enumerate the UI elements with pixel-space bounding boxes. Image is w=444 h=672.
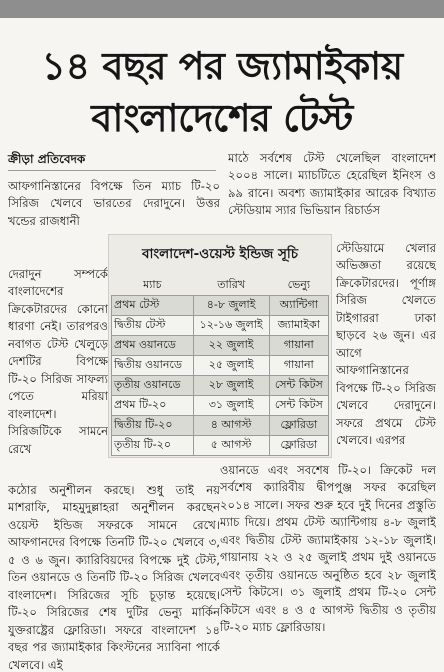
cell-match: তৃতীয় টি-২০ bbox=[112, 436, 194, 456]
cell-match: দ্বিতীয় ওয়ানডে bbox=[112, 356, 194, 376]
cell-date: ৩১ জুলাই bbox=[193, 396, 269, 416]
page-top-bar bbox=[0, 0, 444, 18]
cell-venue: ফ্লোরিডা bbox=[269, 436, 328, 456]
headline-line-2: বাংলাদেশের টেস্ট bbox=[91, 96, 353, 140]
schedule-header-row bbox=[112, 275, 329, 296]
cell-venue: গায়ানা bbox=[269, 336, 328, 356]
table-row bbox=[112, 336, 329, 356]
table-row bbox=[112, 376, 329, 396]
cell-date: ২৮ জুলাই bbox=[193, 376, 269, 396]
header-date: তারিখ bbox=[217, 277, 246, 291]
cell-match: তৃতীয় ওয়ানডে bbox=[112, 376, 194, 396]
table-row bbox=[112, 416, 329, 436]
cell-venue: ফ্লোরিডা bbox=[269, 416, 328, 436]
article-paragraph: মাঠে সর্বশেষ টেস্ট খেলেছিল বাংলাদেশ ২০০৪ সালে। ম্যাচটিতে হেরেছিল ইনিংস ও ৯৯ রানে। অবশ্য জ্যামাইকার আরেক বিখ্যাত স্টেডিয়াম স্যার ভিভিয়ান রিচার্ডস bbox=[228, 151, 436, 218]
cell-date: ৪-৮ জুলাই bbox=[193, 296, 269, 316]
cell-match: প্রথম টেস্ট bbox=[112, 296, 194, 316]
article-right-top bbox=[228, 150, 436, 240]
byline: ক্রীড়া প্রতিবেদক bbox=[8, 152, 86, 166]
cell-venue: গায়ানা bbox=[269, 356, 328, 376]
cell-date: ৫ আগস্ট bbox=[193, 436, 269, 456]
article-left-bottom bbox=[8, 482, 220, 672]
schedule-box bbox=[108, 234, 332, 458]
headline bbox=[8, 40, 436, 144]
cell-date: ৪ আগস্ট bbox=[193, 416, 269, 436]
article-paragraph: কঠোর অনুশীলন করছে। শুধু তাই নয় মাশরাফি, মাহমুদুল্লাহরা অনুশীলন করছেন ওয়েস্ট ইন্ডিজ সফরকে সামনে রেখে। আফগানদের বিপক্ষে তিনটি টি-২০ খেলবে ৩, ৫ ও ৬ জুন। ক্যারিবিয়দের বিপক্ষে দুই টেস্ট, তিন ওয়ানডে ও তিনটি টি-২০ সিরিজ খেলবে বাংলাদেশ। সিরিজের সূচি চূড়ান্ত হয়েছে। টি-২০ সিরিজের শেষ দুটির ভেন্যু মার্কিন যুক্তরাষ্ট্রের ফ্লোরিডা। সফরে বাংলাদেশ ১৪ বছর পর জ্যামাইকার কিংস্টনের স্যাবিনা পার্কে খেলবে। এই bbox=[8, 483, 220, 672]
article-paragraph: দেরাদুন সম্পর্কে বাংলাদেশের ক্রিকেটারদের কোনো ধারণা নেই। তারপরও নবাগত টেস্ট খেলুড়ে দেশটির বিপক্ষে টি-২০ সিরিজ সাফল্য পেতে মরিয়া বাংলাদেশ। সিরিজটিকে সামনে রেখে bbox=[8, 267, 108, 456]
header-match: ম্যাচ bbox=[143, 277, 162, 291]
table-row bbox=[112, 356, 329, 376]
article-left-side bbox=[8, 266, 108, 482]
article-paragraph: আফগানিস্তানের বিপক্ষে তিন ম্যাচ টি-২০ সিরিজ খেলবে ভারতের দেরাদুনে। উত্তর খন্ডের রাজধানী bbox=[8, 179, 220, 228]
cell-match: প্রথম টি-২০ bbox=[112, 396, 194, 416]
schedule-title: বাংলাদেশ-ওয়েস্ট ইন্ডিজ সূচি bbox=[141, 246, 299, 262]
cell-date: ১২-১৬ জুলাই bbox=[193, 316, 269, 336]
table-row bbox=[112, 436, 329, 456]
table-row bbox=[112, 396, 329, 416]
article-right-side bbox=[336, 240, 436, 462]
byline-divider bbox=[8, 170, 216, 171]
cell-match: প্রথম ওয়ানডে bbox=[112, 336, 194, 356]
cell-match: দ্বিতীয় টেস্ট bbox=[112, 316, 194, 336]
cell-venue: জ্যামাইকা bbox=[269, 316, 328, 336]
cell-match: দ্বিতীয় টি-২০ bbox=[112, 416, 194, 436]
cell-venue: সেন্ট কিটস bbox=[269, 376, 328, 396]
article-paragraph: স্টেডিয়ামে খেলার অভিজ্ঞতা রয়েছে ক্রিকেটারদের। পূর্ণাঙ্গ সিরিজ খেলতে টাইগাররা ঢাকা ছাড়বে ২৬ জুন। এর আগে আফগানিস্তানের বিপক্ষে টি-২০ সিরিজ খেলবে দেরাদুনে। সফরে প্রথমে টেস্ট খেলবে। এরপর bbox=[336, 241, 436, 447]
table-row bbox=[112, 316, 329, 336]
table-row bbox=[112, 296, 329, 316]
article-paragraph: ওয়ানডে এবং সবশেষ টি-২০। ক্রিকেট দল সর্বশেষ ক্যারিবীয় দ্বীপপুঞ্জ সফর করেছিল ২০১৪ সালে। সফর শুরু হবে দুই দিনের প্রস্তুতি ম্যাচ দিয়ে। প্রথম টেস্ট অ্যান্টিগায় ৪-৮ জুলাই এবং দ্বিতীয় টেস্ট জ্যামাইকায় ১২-১৮ জুলাই। গায়ানায় ২২ ও ২৫ জুলাই প্রথম দুই ওয়ানডে এবং তৃতীয় ওয়ানডে অনুষ্ঠিত হবে ২৮ জুলাই সেন্ট কিটসে। ৩১ জুলাই প্রথম টি-২০ সেন্ট কিটসে এবং ৪ ও ৫ আগস্ট দ্বিতীয় ও তৃতীয় টি-২০ ম্যাচ ফ্লোরিডায়। bbox=[220, 463, 436, 635]
schedule-table bbox=[111, 275, 329, 456]
cell-date: ২৫ জুলাই bbox=[193, 356, 269, 376]
cell-venue: সেন্ট কিটস bbox=[269, 396, 328, 416]
cell-venue: অ্যান্টিগা bbox=[269, 296, 328, 316]
cell-date: ২২ জুলাই bbox=[193, 336, 269, 356]
header-venue: ভেন্যু bbox=[287, 277, 311, 291]
headline-line-1: ১৪ বছর পর জ্যামাইকায় bbox=[41, 44, 403, 88]
article-right-bottom bbox=[220, 462, 436, 672]
